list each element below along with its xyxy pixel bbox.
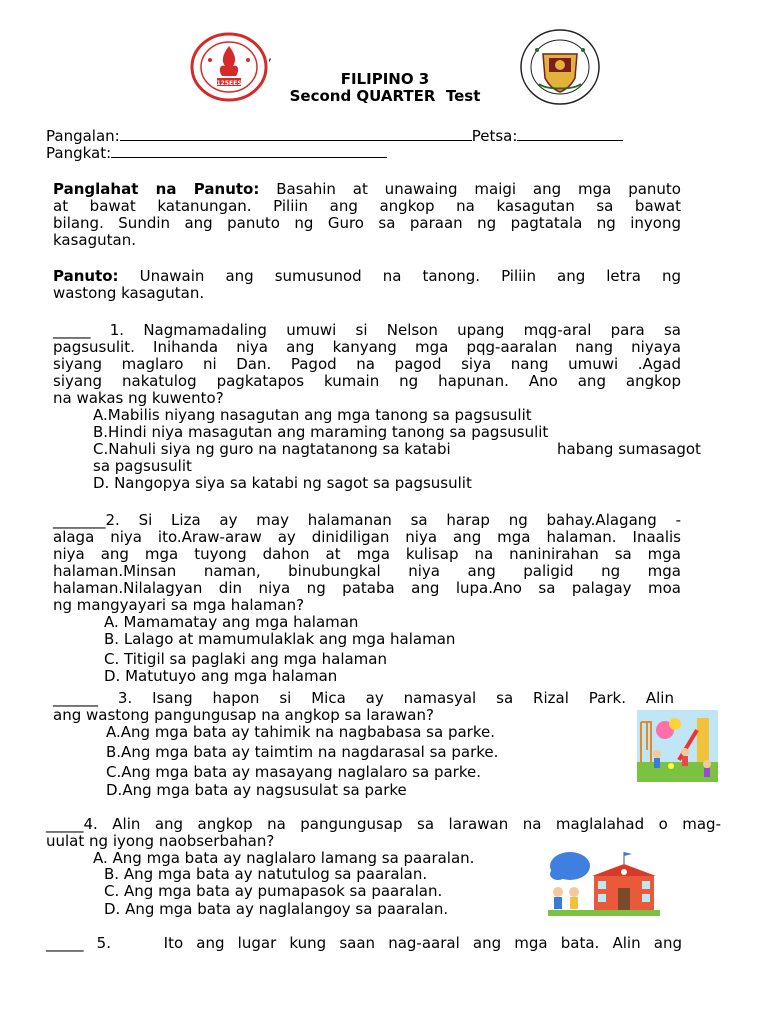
answer-blank-4[interactable]: _____ — [46, 815, 84, 833]
question-4-choice-a[interactable]: A. Ang mga bata ay naglalaro lamang sa paaralan. — [93, 849, 475, 867]
question-1-choice-c-continued: habang sumasagot — [557, 440, 701, 458]
question-3 — [53, 690, 674, 724]
question-3-line-1: ______ 3. Isang hapon si Mica ay namasyal sa Rizal Park. Alin — [53, 689, 674, 707]
general-instructions-line-2: at bawat katanungan. Piliin ang angkop na kasagutan sa bawat — [53, 197, 681, 215]
question-2-choice-b[interactable]: B. Lalago at mamumulaklak ang mga halaman — [104, 630, 456, 648]
question-2-choice-d[interactable]: D. Matutuyo ang mga halaman — [104, 667, 338, 685]
answer-blank-5[interactable]: _____ — [46, 934, 84, 952]
instructions-line-2: wastong kasagutan. — [53, 284, 205, 302]
question-1-choice-d[interactable]: D. Nangopya siya sa katabi ng sagot sa pagsusulit — [93, 474, 472, 492]
question-1-choice-c-wrap: sa pagsusulit — [93, 457, 192, 475]
question-2-choice-c[interactable]: C. Titigil sa paglaki ang mga halaman — [104, 650, 387, 668]
general-instructions-label: Panglahat na Panuto: — [53, 180, 260, 198]
question-2-line-1: _______2. Si Liza ay may halamanan sa harap ng bahay.Alagang - — [53, 511, 681, 529]
question-1-line-5: na wakas ng kuwento? — [53, 389, 224, 407]
school-logo — [190, 32, 268, 102]
question-3-choice-b[interactable]: B.Ang mga bata ay taimtim na nagdarasal sa parke. — [106, 743, 499, 761]
question-4 — [46, 816, 721, 850]
question-1-choice-b[interactable]: B.Hindi niya masagutan ang maraming tanong sa pagsusulit — [93, 423, 549, 441]
name-blank[interactable] — [120, 127, 472, 141]
general-instructions-line-4: kasagutan. — [53, 231, 136, 249]
svg-text:125EES: 125EES — [216, 80, 242, 87]
answer-blank-2[interactable]: _______ — [53, 511, 106, 529]
question-1-choice-c[interactable]: C.Nahuli siya ng guro na nagtatanong sa katabi — [93, 440, 451, 458]
question-2-line-3: niya ang mga tuyong dahon at mga kulisap na naninirahan sa mga — [53, 545, 681, 563]
answer-blank-3[interactable]: ______ — [53, 689, 98, 707]
general-instructions — [53, 181, 681, 249]
date-label: Petsa: — [471, 127, 518, 145]
section-blank[interactable] — [111, 144, 387, 158]
name-field-row — [46, 127, 623, 145]
question-3-line-2: ang wastong pangungusap na angkop sa larawan? — [53, 706, 434, 724]
general-instructions-line-1: Panglahat na Panuto: Basahin at unawaing maigi ang mga panuto — [53, 180, 681, 198]
question-4-choice-c[interactable]: C. Ang mga bata ay pumapasok sa paaralan. — [104, 882, 443, 900]
question-3-choice-d[interactable]: D.Ang mga bata ay nagsusulat sa parke — [106, 781, 407, 799]
park-playground-image — [637, 710, 718, 782]
instructions-line-1: Panuto: Unawain ang sumusunod na tanong. Piliin ang letra ng — [53, 267, 681, 285]
date-blank[interactable] — [517, 127, 623, 141]
instructions — [53, 268, 681, 302]
question-5-line-1: _____ 5. Ito ang lugar kung saan nag-aaral ang mga bata. Alin ang — [46, 934, 682, 952]
division-logo — [519, 28, 601, 106]
question-2-choice-a[interactable]: A. Mamamatay ang mga halaman — [104, 613, 359, 631]
question-2 — [53, 512, 681, 614]
question-5 — [46, 935, 682, 952]
instructions-label: Panuto: — [53, 267, 119, 285]
question-4-choice-d[interactable]: D. Ang mga bata ay naglalangoy sa paaralan. — [104, 900, 449, 918]
question-4-line-1: _____4. Alin ang angkop na pangungusap sa larawan na maglalahad o mag- — [46, 815, 721, 833]
question-4-choice-b[interactable]: B. Ang mga bata ay natutulog sa paaralan. — [104, 865, 428, 883]
question-1-line-1: _____ 1. Nagmamadaling umuwi si Nelson upang mqg-aral para sa — [53, 321, 681, 339]
general-instructions-line-3: bilang. Sundin ang panuto ng Guro sa paraan ng pagtatala ng inyong — [53, 214, 681, 232]
answer-blank-1[interactable]: _____ — [53, 321, 91, 339]
question-2-line-5: halaman.Nilalagyan din niya ng pataba ang lupa.Ano sa palagay moa — [53, 579, 681, 597]
question-2-line-6: ng mangyayari sa mga halaman? — [53, 596, 305, 614]
school-building-image — [548, 848, 660, 916]
question-1-line-4: siyang nakatulog pagkatapos kumain ng hapunan. Ano ang angkop — [53, 372, 681, 390]
question-1 — [53, 322, 681, 407]
exam-title: FILIPINO 3 — [340, 70, 430, 88]
question-4-line-2: uulat ng iyong naobserbahan? — [46, 832, 275, 850]
question-3-choice-a[interactable]: A.Ang mga bata ay tahimik na nagbabasa sa parke. — [106, 723, 495, 741]
question-2-line-2: alaga niya ito.Araw-araw ay dinidiligan niya ang mga halaman. Inaalis — [53, 528, 681, 546]
name-label: Pangalan: — [46, 127, 120, 145]
question-1-choice-a[interactable]: A.Mabilis niyang nasagutan ang mga tanong sa pagsusulit — [93, 406, 532, 424]
question-1-line-3: siyang maglaro ni Dan. Pagod na pagod siya nang umuwi .Agad — [53, 355, 681, 373]
apostrophe-mark: , — [268, 49, 272, 63]
question-1-line-2: pagsusulit. Inihanda niya ang kanyang mga pqg-aaralan nang niyaya — [53, 338, 681, 356]
question-3-choice-c[interactable]: C.Ang mga bata ay masayang naglalaro sa parke. — [106, 763, 481, 781]
section-label: Pangkat: — [46, 144, 112, 162]
question-2-line-4: halaman.Minsan naman, binubungkal niya ang paligid ng mga — [53, 562, 681, 580]
exam-subtitle: Second QUARTER Test — [289, 87, 481, 105]
section-field-row — [46, 144, 387, 162]
